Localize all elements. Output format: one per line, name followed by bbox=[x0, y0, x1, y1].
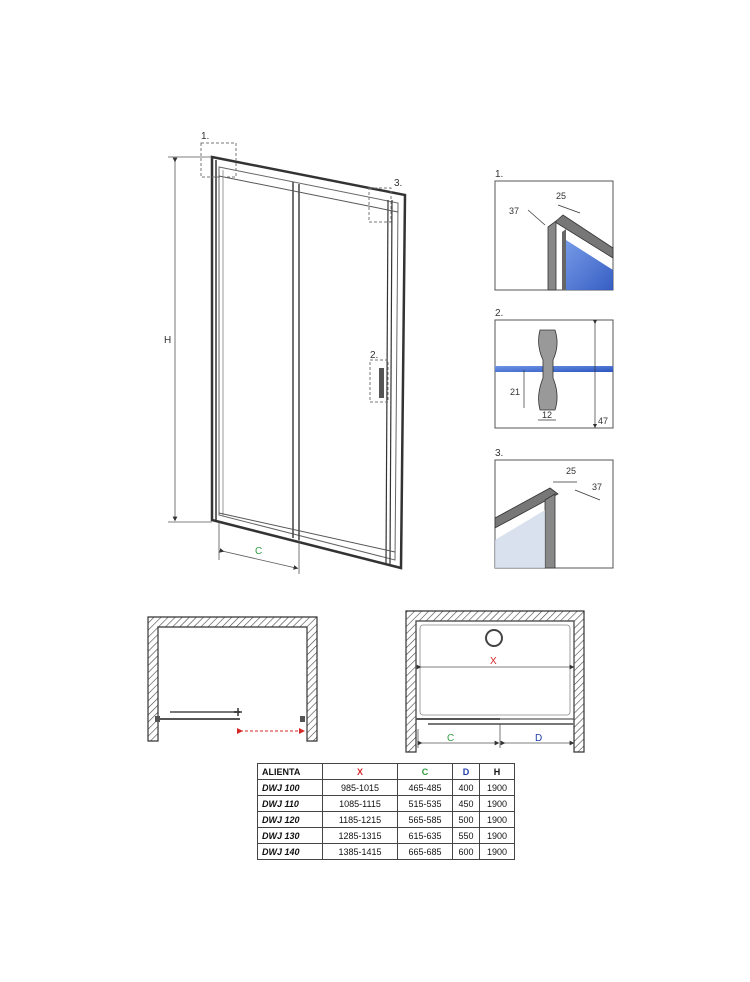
table-row bbox=[258, 844, 515, 860]
header-x: X bbox=[323, 764, 398, 780]
cell-h: 1900 bbox=[480, 780, 515, 796]
detail-1 bbox=[495, 169, 613, 290]
header-model: ALIENTA bbox=[258, 764, 323, 780]
dimension-c-tray-label: C bbox=[447, 733, 455, 744]
cell-c: 615-635 bbox=[398, 828, 453, 844]
top-view-wall-niche bbox=[148, 617, 317, 741]
detail-2-dim-b: 12 bbox=[542, 410, 553, 420]
door-elevation bbox=[164, 131, 405, 574]
cell-x: 1285-1315 bbox=[323, 828, 398, 844]
cell-h: 1900 bbox=[480, 812, 515, 828]
header-d: D bbox=[453, 764, 480, 780]
cell-model: DWJ 140 bbox=[258, 844, 323, 860]
cell-x: 1185-1215 bbox=[323, 812, 398, 828]
cell-x: 1385-1415 bbox=[323, 844, 398, 860]
cell-h: 1900 bbox=[480, 844, 515, 860]
cell-model: DWJ 120 bbox=[258, 812, 323, 828]
detail-1-title: 1. bbox=[495, 169, 504, 180]
dimension-c-label: C bbox=[255, 546, 263, 557]
detail-2 bbox=[495, 308, 613, 428]
cell-d: 400 bbox=[453, 780, 480, 796]
top-view-shower-tray bbox=[406, 611, 584, 752]
detail-2-dim-c: 47 bbox=[598, 416, 609, 426]
cell-c: 515-535 bbox=[398, 796, 453, 812]
cell-model: DWJ 100 bbox=[258, 780, 323, 796]
cell-c: 565-585 bbox=[398, 812, 453, 828]
header-c: C bbox=[398, 764, 453, 780]
detail-1-dim-a: 25 bbox=[556, 191, 567, 201]
table-header-row bbox=[258, 764, 515, 780]
detail-3 bbox=[495, 448, 613, 568]
cell-d: 550 bbox=[453, 828, 480, 844]
cell-x: 985-1015 bbox=[323, 780, 398, 796]
cell-x: 1085-1115 bbox=[323, 796, 398, 812]
dimension-h-label: H bbox=[164, 335, 172, 346]
callout-1-label: 1. bbox=[201, 131, 210, 142]
table-row bbox=[258, 780, 515, 796]
table-row bbox=[258, 796, 515, 812]
detail-2-dim-a: 21 bbox=[510, 387, 521, 397]
cell-model: DWJ 130 bbox=[258, 828, 323, 844]
drain-icon bbox=[486, 630, 502, 646]
detail-3-dim-a: 25 bbox=[566, 466, 577, 476]
detail-1-dim-b: 37 bbox=[509, 206, 520, 216]
handle bbox=[379, 368, 384, 398]
callout-3-label: 3. bbox=[394, 178, 403, 189]
cell-h: 1900 bbox=[480, 828, 515, 844]
cell-c: 465-485 bbox=[398, 780, 453, 796]
cell-model: DWJ 110 bbox=[258, 796, 323, 812]
detail-2-title: 2. bbox=[495, 308, 504, 319]
cell-d: 500 bbox=[453, 812, 480, 828]
detail-3-title: 3. bbox=[495, 448, 504, 459]
callout-2-label: 2. bbox=[370, 350, 379, 361]
table-row bbox=[258, 828, 515, 844]
cell-c: 665-685 bbox=[398, 844, 453, 860]
dimension-d-label: D bbox=[535, 733, 543, 744]
dimension-x-label: X bbox=[490, 656, 497, 667]
cell-d: 600 bbox=[453, 844, 480, 860]
cell-h: 1900 bbox=[480, 796, 515, 812]
dimension-table bbox=[257, 763, 515, 860]
cell-d: 450 bbox=[453, 796, 480, 812]
header-h: H bbox=[480, 764, 515, 780]
table-row bbox=[258, 812, 515, 828]
detail-3-dim-b: 37 bbox=[592, 482, 603, 492]
